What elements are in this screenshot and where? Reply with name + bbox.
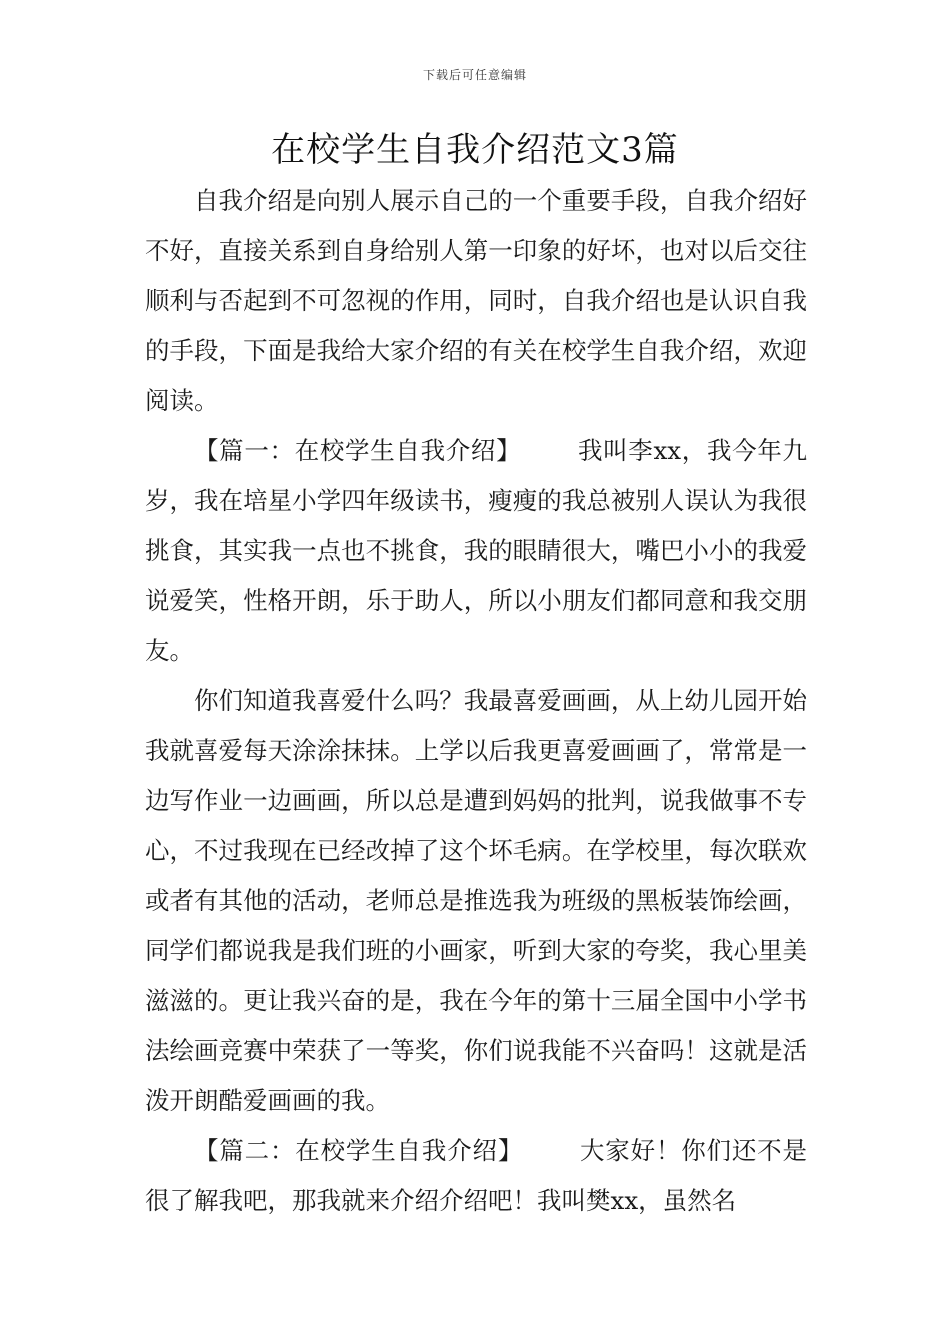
section-one-heading: 【篇一：在校学生自我介绍】 <box>194 436 522 465</box>
header-note: 下载后可任意编辑 <box>422 68 527 82</box>
section-one-paragraph <box>145 426 807 676</box>
document-title: 在校学生自我介绍范文3篇 <box>271 130 679 170</box>
section-two-lead-text: 大家好！你们还不是很了解我吧，那我就来介绍介绍吧！我叫樊xx，虽然名 <box>145 1136 808 1215</box>
section-two-heading: 【篇二：在校学生自我介绍】 <box>194 1136 524 1165</box>
section-one-paragraph-two: 你们知道我喜爱什么吗？我最喜爱画画，从上幼儿园开始我就喜爱每天涂涂抹抹。上学以后我更喜爱画画了，常常是一边写作业一边画画，所以总是遭到妈妈的批判，说我做事不专心，不过我现在已经改掉了这个坏毛病。在学校里，每次联欢或者有其他的活动，老师总是推选我为班级的黑板装饰绘画，同学们都说我是我们班的小画家，听到大家的夸奖，我心里美滋滋的。更让我兴奋的是，我在今年的第十三届全国中小学书法绘画竞赛中荣获了一等奖，你们说我能不兴奋吗！这就是活泼开朗酷爱画画的我。 <box>145 686 807 1115</box>
document-body <box>145 176 807 1226</box>
section-two-paragraph <box>145 1126 807 1226</box>
section-one-lead-text: 我叫李xx，我今年九岁，我在培星小学四年级读书，瘦瘦的我总被别人误认为我很挑食，其实我一点也不挑食，我的眼睛很大，嘴巴小小的我爱说爱笑，性格开朗，乐于助人，所以小朋友们都同意和我交朋友。 <box>145 436 807 665</box>
intro-paragraph: 自我介绍是向别人展示自己的一个重要手段，自我介绍好不好，直接关系到自身给别人第一印象的好坏，也对以后交往顺利与否起到不可忽视的作用，同时，自我介绍也是认识自我的手段，下面是我给大家介绍的有关在校学生自我介绍，欢迎阅读。 <box>145 186 807 415</box>
